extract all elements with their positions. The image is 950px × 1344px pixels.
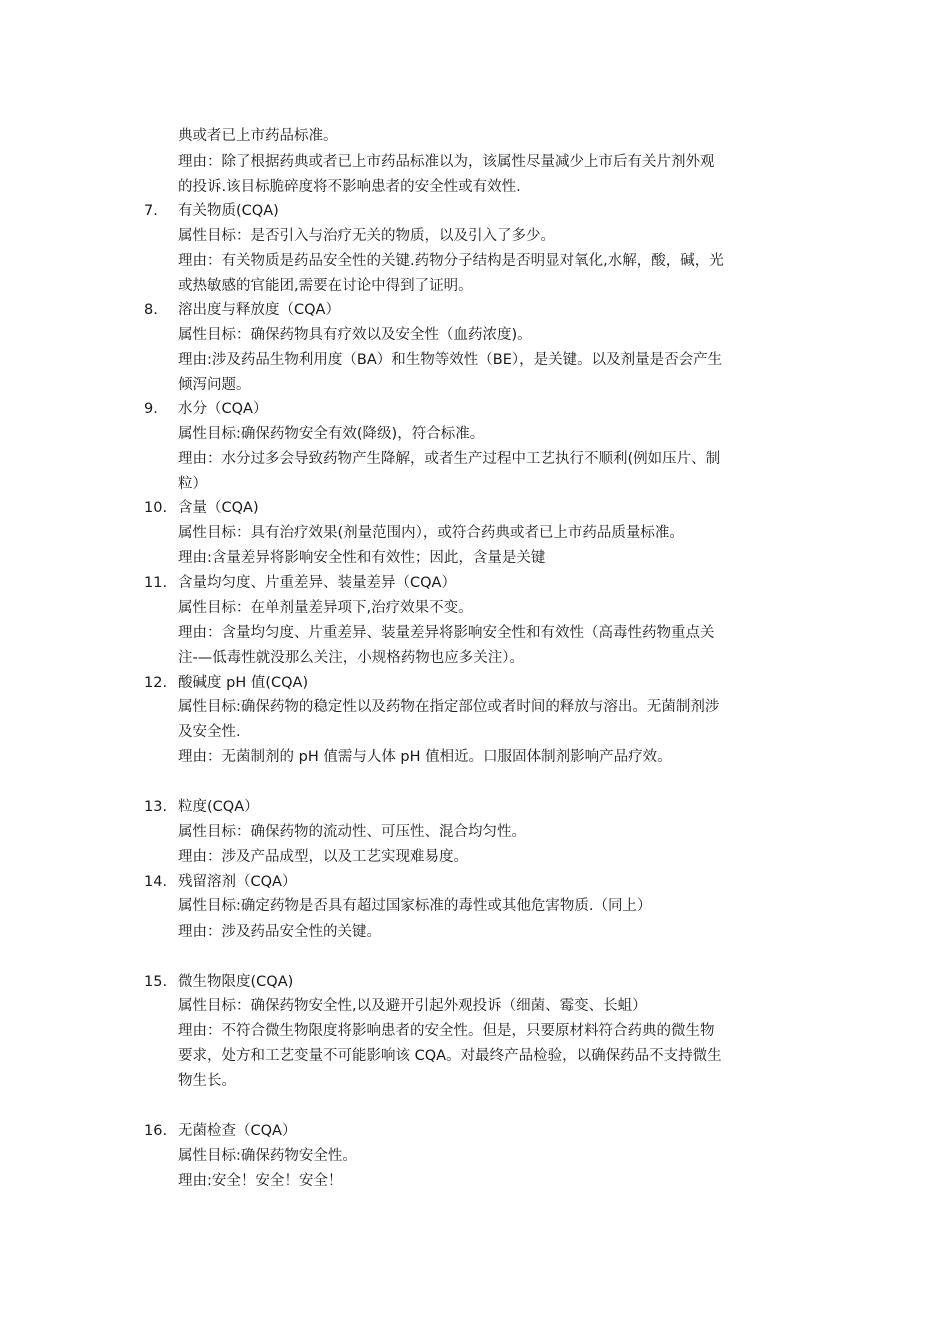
text-line: 理由：含量均匀度、片重差异、装量差异将影响安全性和有效性（高毒性药物重点关 [178,625,715,641]
list-number: 12. [144,675,168,691]
text-line: 属性目标：确保药物的流动性、可压性、混合均匀性。 [178,824,526,840]
list-item-heading: 酸碱度 pH 值(CQA) [178,675,309,691]
text-line: 理由：有关物质是药品安全性的关键.药物分子结构是否明显对氧化,水解，酸，碱，光 [178,253,724,269]
text-line: 理由：无菌制剂的 pH 值需与人体 pH 值相近。口服固体制剂影响产品疗效。 [178,749,672,765]
text-line: 属性目标:确保药物的稳定性以及药物在指定部位或者时间的释放与溶出。无菌制剂涉 [178,699,720,715]
text-line: 典或者已上市药品标准。 [178,128,338,144]
list-number: 14. [144,874,168,890]
list-item-heading: 残留溶剂（CQA） [178,874,297,890]
text-line: 的投诉.该目标脆碎度将不影响患者的安全性或有效性. [178,179,521,195]
text-line: 物生长。 [178,1073,236,1089]
text-line: 要求，处方和工艺变量不可能影响该 CQA。对最终产品检验，以确保药品不支持微生 [178,1048,722,1064]
list-item-heading: 无菌检查（CQA） [178,1123,297,1139]
list-item-heading: 水分（CQA） [178,401,268,417]
text-line: 属性目标：具有治疗效果(剂量范围内），或符合药典或者已上市药品质量标准。 [178,525,684,541]
text-line: 属性目标：是否引入与治疗无关的物质，以及引入了多少。 [178,228,555,244]
text-line: 属性目标：确保药物具有疗效以及安全性（血药浓度)。 [178,327,532,343]
text-line: 理由：涉及药品安全性的关键。 [178,924,381,940]
text-line: 理由:含量差异将影响安全性和有效性；因此，含量是关键 [178,550,546,566]
text-line: 理由:安全！安全！安全！ [178,1173,343,1189]
text-line: 属性目标:确定药物是否具有超过国家标准的毒性或其他危害物质.（同上） [178,898,652,914]
text-line: 理由：水分过多会导致药物产生降解，或者生产过程中工艺执行不顺利(例如压片、制 [178,451,721,467]
list-item-heading: 粒度(CQA） [178,799,259,815]
text-line: 理由：不符合微生物限度将影响患者的安全性。但是，只要原材料符合药典的微生物 [178,1023,715,1039]
text-line: 倾泻问题。 [178,377,251,393]
text-line: 属性目标：确保药物安全性,以及避开引起外观投诉（细菌、霉变、长蛆） [178,998,647,1014]
text-line: 注-—低毒性就没那么关注，小规格药物也应多关注）。 [178,650,524,666]
text-line: 属性目标：在单剂量差异项下,治疗效果不变。 [178,600,473,616]
text-line: 属性目标:确保药物安全性。 [178,1148,357,1164]
list-item-heading: 含量（CQA) [178,500,259,516]
list-item-heading: 微生物限度(CQA) [178,974,294,990]
list-item-heading: 溶出度与释放度（CQA） [178,302,340,318]
text-line: 属性目标:确保药物安全有效(降级)，符合标准。 [178,426,485,442]
list-number: 10. [144,500,168,516]
text-line: 或热敏感的官能团,需要在讨论中得到了证明。 [178,278,473,294]
text-line: 理由：除了根据药典或者已上市药品标准以为，该属性尽量减少上市后有关片剂外观 [178,154,715,170]
list-item-heading: 含量均匀度、片重差异、装量差异（CQA） [178,575,456,591]
list-number: 8. [144,302,158,318]
list-number: 13. [144,799,168,815]
text-line: 理由：涉及产品成型，以及工艺实现难易度。 [178,849,468,865]
list-number: 9. [144,401,158,417]
list-number: 7. [144,203,158,219]
list-number: 16. [144,1123,168,1139]
text-line: 及安全性. [178,724,241,740]
text-line: 粒） [178,476,207,492]
list-item-heading: 有关物质(CQA) [178,203,279,219]
list-number: 15. [144,974,168,990]
list-number: 11. [144,575,168,591]
text-line: 理由:涉及药品生物利用度（BA）和生物等效性（BE），是关键。以及剂量是否会产生 [178,352,723,368]
